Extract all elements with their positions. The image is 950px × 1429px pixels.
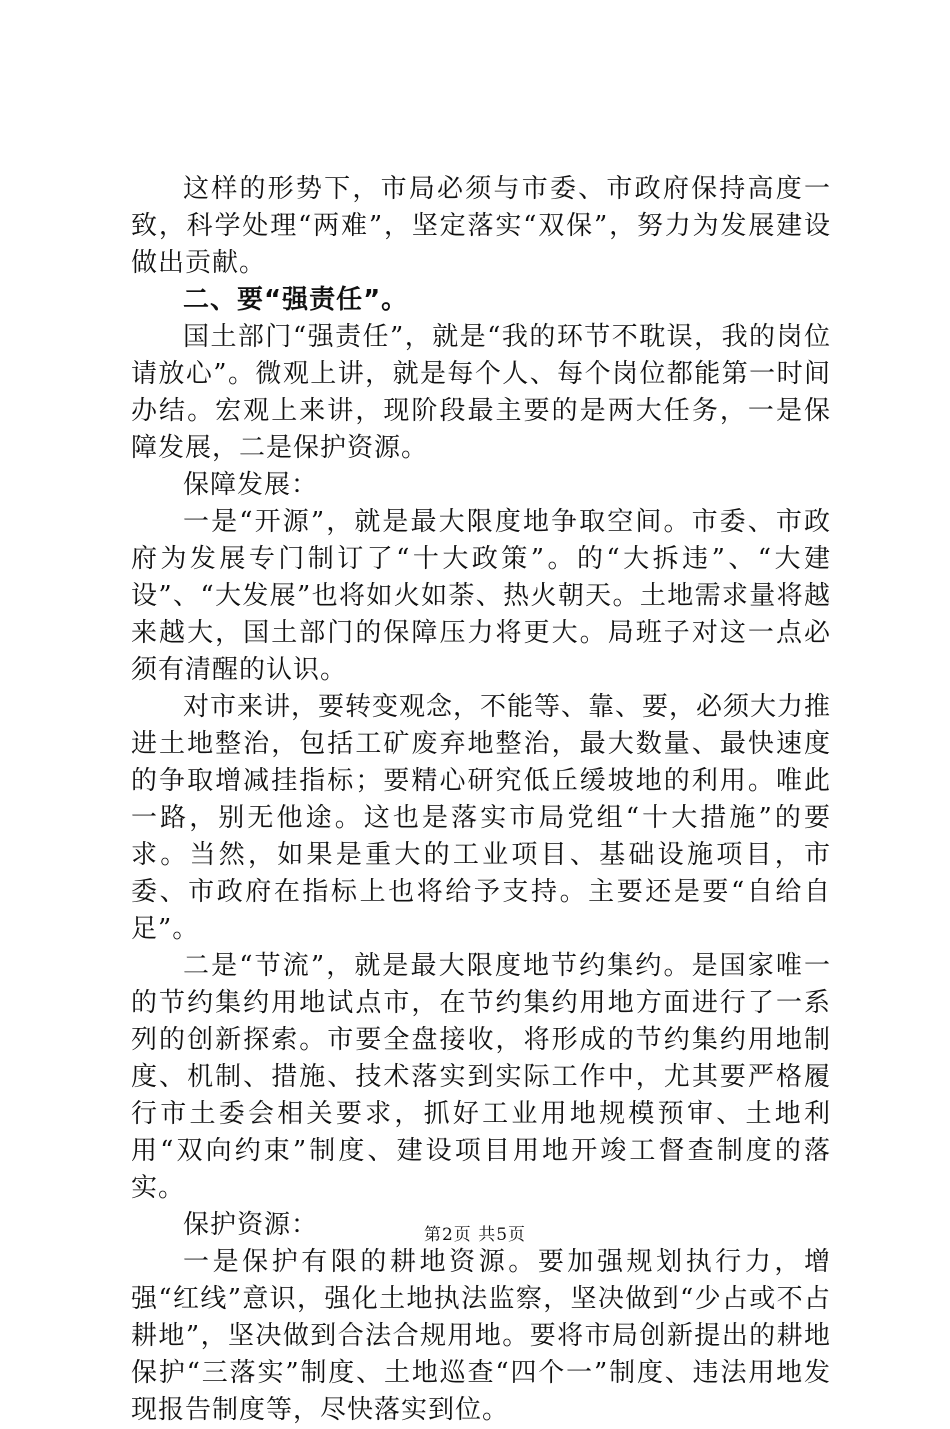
paragraph: 一是“开源”，就是最大限度地争取空间。市委、市政府为发展专门制订了“十大政策”。的“大拆违”、“大建设”、“大发展”也将如火如荼、热火朝天。土地需求量将越来越大，国土部门的保障压力将更大。局班子对这一点必须有清醒的认识。 [131, 507, 831, 685]
section-heading: 二、要“强责任”。 [183, 285, 409, 315]
page-footer: 第2页 共5页 [423, 1225, 527, 1245]
subheading-paragraph: 保障发展： [183, 470, 319, 500]
paragraph: 一是保护有限的耕地资源。要加强规划执行力，增强“红线”意识，强化土地执法监察，坚决做到“少占或不占耕地”，坚决做到合法合规用地。要将市局创新提出的耕地保护“三落实”制度、土地巡查“四个一”制度、违法用地发现报告制度等，尽快落实到位。 [131, 1247, 831, 1425]
paragraph: 二是“节流”，就是最大限度地节约集约。是国家唯一的节约集约用地试点市，在节约集约用地方面进行了一系列的创新探索。市要全盘接收，将形成的节约集约用地制度、机制、措施、技术落实到实际工作中，尤其要严格履行市土委会相关要求，抓好工业用地规模预审、土地利用“双向约束”制度、建设项目用地开竣工督查制度的落实。 [131, 951, 831, 1203]
subheading-paragraph: 保护资源： [183, 1210, 319, 1240]
paragraph: 这样的形势下，市局必须与市委、市政府保持高度一致，科学处理“两难”，坚定落实“双保”，努力为发展建设做出贡献。 [131, 174, 831, 278]
paragraph: 国土部门“强责任”，就是“我的环节不耽误，我的岗位请放心”。微观上讲，就是每个人、每个岗位都能第一时间办结。宏观上来讲，现阶段最主要的是两大任务，一是保障发展，二是保护资源。 [131, 322, 831, 463]
paragraph: 对市来讲，要转变观念，不能等、靠、要，必须大力推进土地整治，包括工矿废弃地整治，最大数量、最快速度的争取增减挂指标；要精心研究低丘缓坡地的利用。唯此一路，别无他途。这也是落实市局党组“十大措施”的要求。当然，如果是重大的工业项目、基础设施项目，市委、市政府在指标上也将给予支持。主要还是要“自给自足”。 [131, 692, 832, 944]
